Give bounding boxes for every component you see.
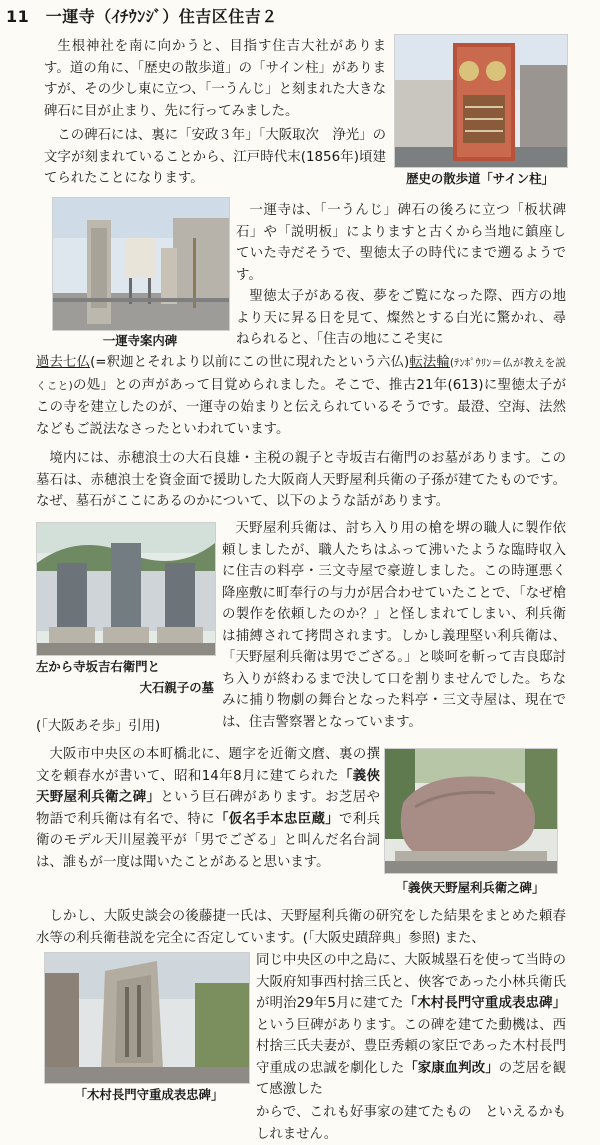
play-name-chushingura: 「仮名手本忠臣蔵」 [214,811,340,827]
photo-graves [36,522,216,656]
kimura-monument-image [45,953,249,1083]
paragraph-7-start: 大阪市中央区の本町橋北に、題字を近衛文麿、裏の撰文を頼春水が書いて、昭和14年8月に建てられた [36,747,380,784]
paragraph-9-start: 同じ中央区の中之島に、大阪城塁石を使って当時の大阪府知事西村捨三氏と、俠客であった小林兵衛氏が明治29年5月に建てた [256,953,566,1011]
caption-sign-pillar: 歴史の散歩道「サイン柱」 [406,171,554,186]
paragraph-2: この碑石には、裏に「安政３年」「大阪取次 浄光」の文字が刻まれていることから、江戸時代末(1856年)頃建てられたことになります。 [44,128,386,186]
paragraph-8: しかし、大阪史談会の後藤捷一氏は、天野屋利兵衛の研究をした結果をまとめた頼春水等の利兵衛巷説を完全に否定しています。(「大阪史蹟辞典」参照) また、 [36,909,566,946]
paragraph-7-middle: という巨石碑があります。お芝居や物語で利兵衛は有名で、特に [36,790,381,827]
amanoya-monument-image [385,749,557,873]
caption-temple-guide-stone: 一運寺案内碑 [102,333,178,348]
paragraph-9 [256,950,566,1102]
paragraph-7 [36,744,380,873]
paragraph-6 [222,518,566,730]
paragraph-1: 生根神社を南に向かうと、目指す住吉大社がありま す。道の角に、「歴史の散歩道」の「サイン柱」がありますが、その少し東に立つ、「一うんじ」と刻まれた大きな碑石に目が止まり、先に行ってみました。 [44,39,386,119]
photo-temple-guide-stone [52,197,230,331]
graves-image [37,523,215,655]
paragraph-6-text: 天野屋利兵衛は、討ち入り用の槍を堺の職人に製作依頼しましたが、職人たちはふって沸いたような臨時収入に住吉の料亭・三文寺屋で豪遊しました。この時運悪く降座敷に町奉行の与力が居合わせていたことで、「なぜ槍の製作を依頼したのか？」と怪しまれてしまい、利兵衛は捕縛されて拷問されます。しかし義理堅い利兵衛は、「天野屋利兵衛は男でござる。」と啖呵を斬って吉良邸討ち入りが終わるまで決して口を割りませんでした。ちなみに捕り物劇の舞台となった料亭・三文寺屋は、現在では、住吉警察署となっています。 [222,521,566,730]
caption-amanoya-monument: 「義俠天野屋利兵衛之碑」 [395,880,545,895]
photo-kimura-monument [44,952,250,1084]
paragraph-9-middle: という巨碑があります。この碑を建てた動機は、西村捨三氏夫妻が、豊臣秀頼の家臣であった木村長門守重成の忠誠を劇化した [256,1017,566,1076]
caption-graves-line-1: 左から寺坂吉右衛門と [36,659,160,674]
monument-name-amanoya: 「義俠天野屋利兵衛之碑」 [36,768,381,805]
paragraph-9-end: の芝居を観て感激した [256,1060,567,1097]
paragraph-4-note: (=釈迦とそれより以前にこの世に現れたという六仏) [90,355,410,370]
paragraph-4 [236,286,566,352]
sign-pillar-image [395,35,567,167]
caption-graves-line-2: 大石親子の墓 [139,680,214,695]
paragraph-7-end: で利兵衛のモデル天川屋義平が「男でござる」と叫んだ名台詞は、誰もが一度は聞いたことがあると思います。 [36,811,381,870]
paragraph-3: 一運寺は、「一うんじ」碑石の後ろに立つ「板状碑石」や「説明板」によりますと古くから当地に鎮座していた寺だそうで、聖徳太子の時代にまで遡るようです。 [236,203,566,283]
paragraph-4-start: 聖徳太子がある夜、夢をご覧になった際、西方の地より天に昇る日を見て、燦然とする白光に驚かれ、尋ねられると、「住吉の地にこそ実に [236,289,566,347]
photo-amanoya-monument [384,748,558,874]
section-heading: 11 一運寺（ｲﾁｳﾝｼﾞ）住吉区住吉２ [6,7,278,26]
caption-kimura-monument: 「木村長門守重成表忠碑」 [74,1087,224,1102]
temple-guide-stone-image [53,198,229,330]
term-tenporin: 転法輪 [409,355,450,370]
paragraph-6-citation: (「大阪あそ歩」引用) [36,719,161,734]
paragraph-9-continued: からで、これも好事家の建てたもの といえるかもしれません。 [256,1105,566,1142]
paragraph-4-continued [36,352,566,440]
play-name-ieyasu: 「家康血判改」 [404,1060,499,1076]
term-past-seven-buddhas: 過去七仏 [36,355,91,370]
term-tenporin-reading: (ﾃﾝﾎﾟｳﾘﾝ＝仏が教えを説くこと) [36,357,567,392]
photo-sign-pillar [394,34,568,168]
paragraph-4-end: の処」との声があって目覚められました。そこで、推古21年(613)に聖徳太子がこの寺を建立したのが、一運寺の始まりと伝えられているそうです。最澄、空海、法然などもご説法なさったといわれています。 [36,377,566,437]
monument-name-kimura: 「木村長門守重成表忠碑」 [403,996,567,1011]
paragraph-5: 境内には、赤穂浪士の大石良雄・主税の親子と寺坂吉右衛門のお墓があります。この墓石は、赤穂浪士を資金面で援助した大阪商人天野屋利兵衛の子孫が建てたものです。なぜ、墓石がここにあるのかについて、以下のような話があります。 [36,451,566,509]
